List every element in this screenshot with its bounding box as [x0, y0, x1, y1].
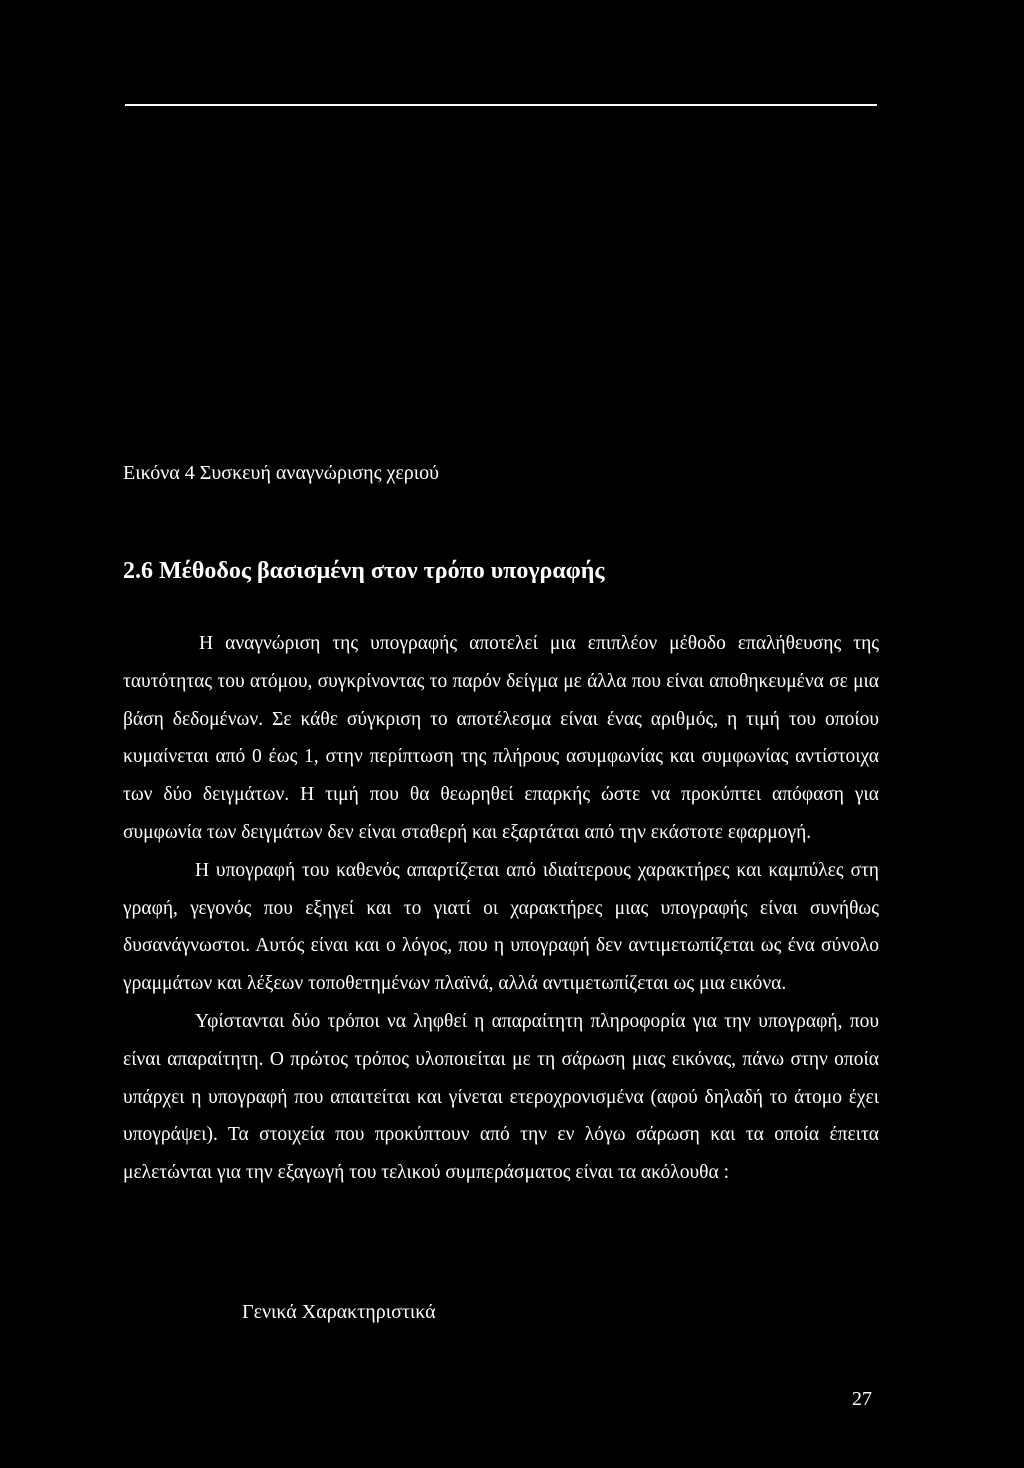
header-rule [125, 104, 877, 106]
figure-caption: Εικόνα 4 Συσκευή αναγνώρισης χεριού [123, 462, 440, 484]
paragraph: Η υπογραφή του καθενός απαρτίζεται από ιδιαίτερους χαρακτήρες και καμπύλες στη γραφή, γεγονός που εξηγεί και το γιατί οι χαρακτήρες μιας υπογραφής είναι συνήθως δυσανάγνωστοι. Αυτός είναι και ο λόγος, που η υπογραφή δεν αντιμετωπίζεται ως ένα σύνολο γραμμάτων και λέξεων τοποθετημένων πλαϊνά, αλλά αντιμετωπίζεται ως μια εικόνα. [123, 859, 879, 995]
section-body [123, 625, 879, 1192]
page-number: 27 [852, 1388, 872, 1410]
subheading: Γενικά Χαρακτηριστικά [242, 1301, 436, 1323]
paragraph: Υφίστανται δύο τρόποι να ληφθεί η απαραίτητη πληροφορία για την υπογραφή, που είναι απαραίτητη. Ο πρώτος τρόπος υλοποιείται με τη σάρωση μιας εικόνας, πάνω στην οποία υπάρχει η υπογραφή που απαιτείται και γίνεται ετεροχρονισμένα (αφού δηλαδή το άτομο έχει υπογράψει). Τα στοιχεία που προκύπτουν από την εν λόγω σάρωση και τα οποία έπειτα μελετώνται για την εξαγωγή του τελικού συμπεράσματος είναι τα ακόλουθα : [123, 1010, 879, 1184]
paragraph: Η αναγνώριση της υπογραφής αποτελεί μια επιπλέον μέθοδο επαλήθευσης της ταυτότητας του ατόμου, συγκρίνοντας το παρόν δείγμα με άλλα που είναι αποθηκευμένα σε μια βάση δεδομένων. Σε κάθε σύγκριση το αποτέλεσμα είναι ένας αριθμός, η τιμή του οποίου κυμαίνεται από 0 έως 1, στην περίπτωση της πλήρους ασυμφωνίας και συμφωνίας αντίστοιχα των δύο δειγμάτων. Η τιμή που θα θεωρηθεί επαρκής ώστε να προκύπτει απόφαση για συμφωνία των δειγμάτων δεν είναι σταθερή και εξαρτάται από την εκάστοτε εφαρμογή. [123, 633, 879, 843]
section-heading: 2.6 Μέθοδος βασισμένη στον τρόπο υπογραφής [123, 558, 605, 584]
